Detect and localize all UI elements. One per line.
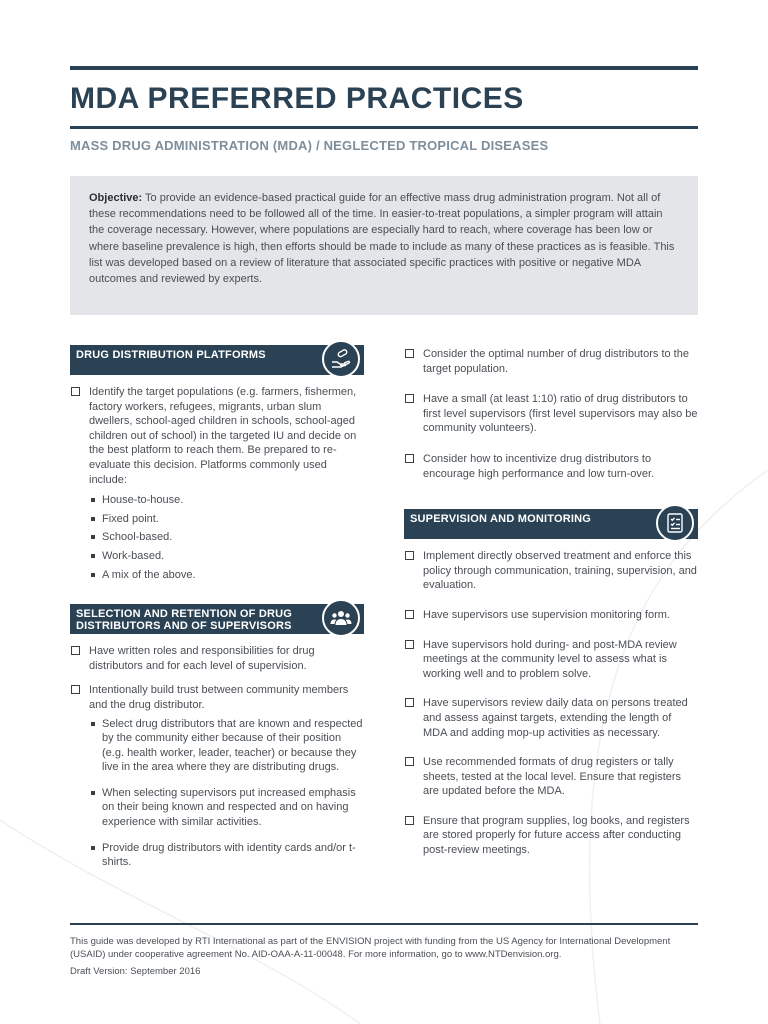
objective-box: [70, 176, 698, 315]
objective-label: Objective:: [89, 192, 143, 204]
checklist-item: Have written roles and responsibilities for drug distributors and for each level of supervision.: [70, 644, 364, 673]
page-subtitle: MASS DRUG ADMINISTRATION (MDA) / NEGLECTED TROPICAL DISEASES: [70, 138, 549, 153]
checklist-item: Use recommended formats of drug registers or tally sheets, tested at the local level. Ensure that registers are updated before the MDA.: [404, 755, 698, 799]
section-title: SUPERVISION AND MONITORING: [410, 513, 592, 526]
top-rule: [70, 66, 698, 70]
checklist-item: Consider how to incentivize drug distributors to encourage high performance and low turn-over.: [404, 452, 698, 481]
title-rule: [70, 126, 698, 129]
right-column: [404, 345, 698, 858]
checklist-item: Have supervisors hold during- and post-MDA review meetings at the community level to assess what is working well and to problem solve.: [404, 638, 698, 682]
draft-version: Draft Version: September 2016: [70, 966, 201, 977]
section-header-selection-retention: [70, 604, 364, 634]
footer-rule: [70, 923, 698, 925]
section-header-supervision-monitoring: [404, 509, 698, 539]
bullet-item: Select drug distributors that are known and respected by the community either because of their position (e.g. health worker, leader, teacher) or because they live in the area where they are distributing drugs.: [70, 717, 364, 775]
checklist-item: Have supervisors use supervision monitoring form.: [404, 608, 698, 623]
checklist-item: Ensure that program supplies, log books, and registers are stored properly for future access after conducting post-review meetings.: [404, 814, 698, 858]
bullet-item: Fixed point.: [70, 512, 364, 527]
bullet-item: School-based.: [70, 530, 364, 545]
bullet-item: Provide drug distributors with identity cards and/or t- shirts.: [70, 841, 364, 870]
checklist-item: Implement directly observed treatment and enforce this policy through communication, training, supervision, and evaluation.: [404, 549, 698, 593]
checklist-item: Intentionally build trust between community members and the drug distributor.: [70, 683, 364, 712]
checklist-item: Identify the target populations (e.g. farmers, fishermen, factory workers, refugees, migrants, urban slum dwellers, school-aged children in schools, school-aged children out of school) in the targeted IU and decide on the best platform to reach them. Be prepared to re-evaluate this decision. Platforms commonly used include:: [70, 385, 364, 487]
page-title: MDA PREFERRED PRACTICES: [70, 82, 524, 115]
bullet-item: When selecting supervisors put increased emphasis on their being known and respected and on having experience with similar activities.: [70, 786, 364, 830]
bullet-item: A mix of the above.: [70, 568, 364, 583]
checklist-item: Have a small (at least 1:10) ratio of drug distributors to first level supervisors (first level supervisors may also be community volunteers).: [404, 392, 698, 436]
footer-text: This guide was developed by RTI International as part of the ENVISION project with funding from the US Agency for International Development (USAID) under cooperative agreement No. AID-OAA-A-11-00048. For more information, go to www.NTDenvision.org.: [70, 936, 671, 960]
checklist-item: Have supervisors review daily data on persons treated and assess against targets, extending the length of MDA and adding mop-up activities as necessary.: [404, 696, 698, 740]
checklist-icon: [656, 504, 694, 542]
left-column: [70, 345, 364, 870]
hand-pill-icon: [322, 340, 360, 378]
section-title: DRUG DISTRIBUTION PLATFORMS: [76, 349, 266, 361]
objective-text: To provide an evidence-based practical guide for an effective mass drug administration program. Not all of these recommendations need to be followed all of the time. In easier-to-treat populations, a simpler program will attain the coverage necessary. However, where populations are especially hard to reach, where coverage has been low or where baseline prevalence is high, then efforts should be made to include as many of these practices as is feasible. This list was developed based on a review of literature that associated specific practices with positive or negative MDA outcomes and reviewed by experts.: [89, 192, 675, 286]
checklist-item: Consider the optimal number of drug distributors to the target population.: [404, 347, 698, 376]
bullet-item: Work-based.: [70, 549, 364, 564]
bullet-item: House-to-house.: [70, 493, 364, 508]
people-icon: [322, 599, 360, 637]
section-title: SELECTION AND RETENTION OF DRUG DISTRIBUTORS AND OF SUPERVISORS: [76, 608, 293, 633]
section-header-drug-distribution-platforms: [70, 345, 364, 375]
